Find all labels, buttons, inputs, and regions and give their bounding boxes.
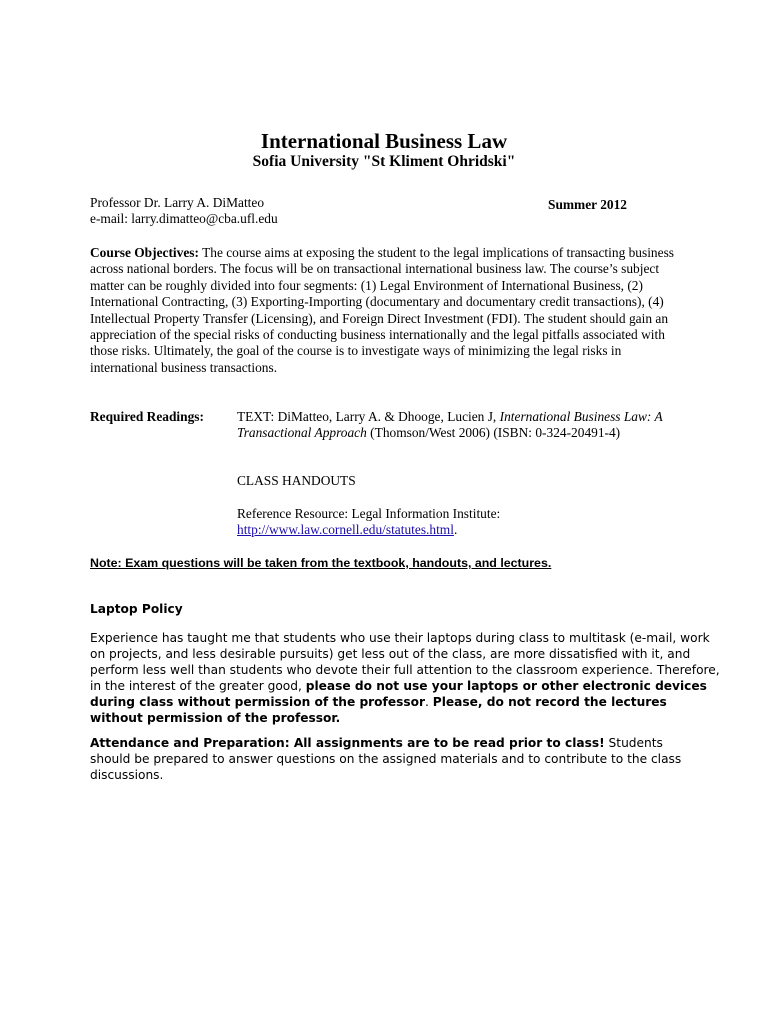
professor-name: Professor Dr. Larry A. DiMatteo	[90, 195, 265, 210]
objectives-label: Course Objectives:	[90, 245, 199, 260]
class-handouts: CLASS HANDOUTS	[237, 473, 356, 488]
readings-text-suffix: (Thomson/West 2006) (ISBN: 0-324-20491-4)	[366, 425, 621, 441]
laptop-policy-body	[90, 630, 720, 727]
reference-resource	[237, 506, 697, 539]
course-objectives-paragraph	[90, 245, 690, 376]
attendance-paragraph	[90, 735, 700, 783]
course-title: International Business Law	[260, 129, 508, 153]
attendance-text: Students should be prepared to answer questions on the assigned materials and to contribute to the class discussions.	[90, 736, 682, 783]
laptop-policy-heading: Laptop Policy	[90, 602, 183, 616]
professor-info	[90, 195, 510, 228]
laptop-body-text: Experience has taught me that students who use their laptops during class to multitask (e-mail, work on projects, and less desirable pursuits) get less out of the class, are more dissatisfied with it, and perform less well than students who devote their full attention to the classroom experience. Therefore, in the interest of the greater good,	[90, 631, 720, 694]
attendance-bold-text: All assignments are to be read prior to class!	[289, 736, 605, 750]
exam-note: Note: Exam questions will be taken from the textbook, handouts, and lectures.	[90, 556, 552, 570]
laptop-body-mid: .	[425, 695, 433, 710]
university-subtitle: Sofia University "St Kliment Ohridski"	[252, 153, 516, 170]
professor-email: e-mail: larry.dimatteo@cba.ufl.edu	[90, 211, 278, 227]
attendance-label: Attendance and Preparation:	[90, 736, 290, 750]
laptop-body-bold-2: Please, do not record the lectures without permission of the professor.	[90, 695, 667, 726]
laptop-body-bold-1: please do not use your laptops or other electronic devices during class without permission of the professor	[90, 679, 707, 710]
reference-trailer: .	[453, 522, 458, 538]
objectives-text: The course aims at exposing the student to the legal implications of transacting business across national borders. The focus will be on transactional international business law. The course’s subject matter can be roughly divided into four segments: (1) Legal Environment of International Business, (2) International Contracting, (3) Exporting-Importing (documentary and documentary credit transactions), (4) Intellectual Property Transfer (Licensing), and Foreign Direct Investment (FDI). The student should gain an appreciation of the special risks of conducting business internationally and the legal pitfalls associated with those risks. Ultimately, the goal of the course is to investigate ways of minimizing the legal risks in international business transactions.	[90, 245, 674, 375]
reference-label: Reference Resource: Legal Information Institute:	[237, 506, 501, 521]
required-readings-text	[237, 409, 697, 442]
readings-text-prefix: TEXT: DiMatteo, Larry A. & Dhooge, Lucien J,	[237, 409, 500, 424]
reference-link[interactable]: http://www.law.cornell.edu/statutes.html	[237, 522, 454, 538]
reference-link-line	[237, 522, 697, 538]
term-label: Summer 2012	[548, 197, 627, 212]
textbook-title: International Business Law: A Transactional Approach	[237, 409, 663, 441]
required-readings-label: Required Readings:	[90, 409, 204, 424]
